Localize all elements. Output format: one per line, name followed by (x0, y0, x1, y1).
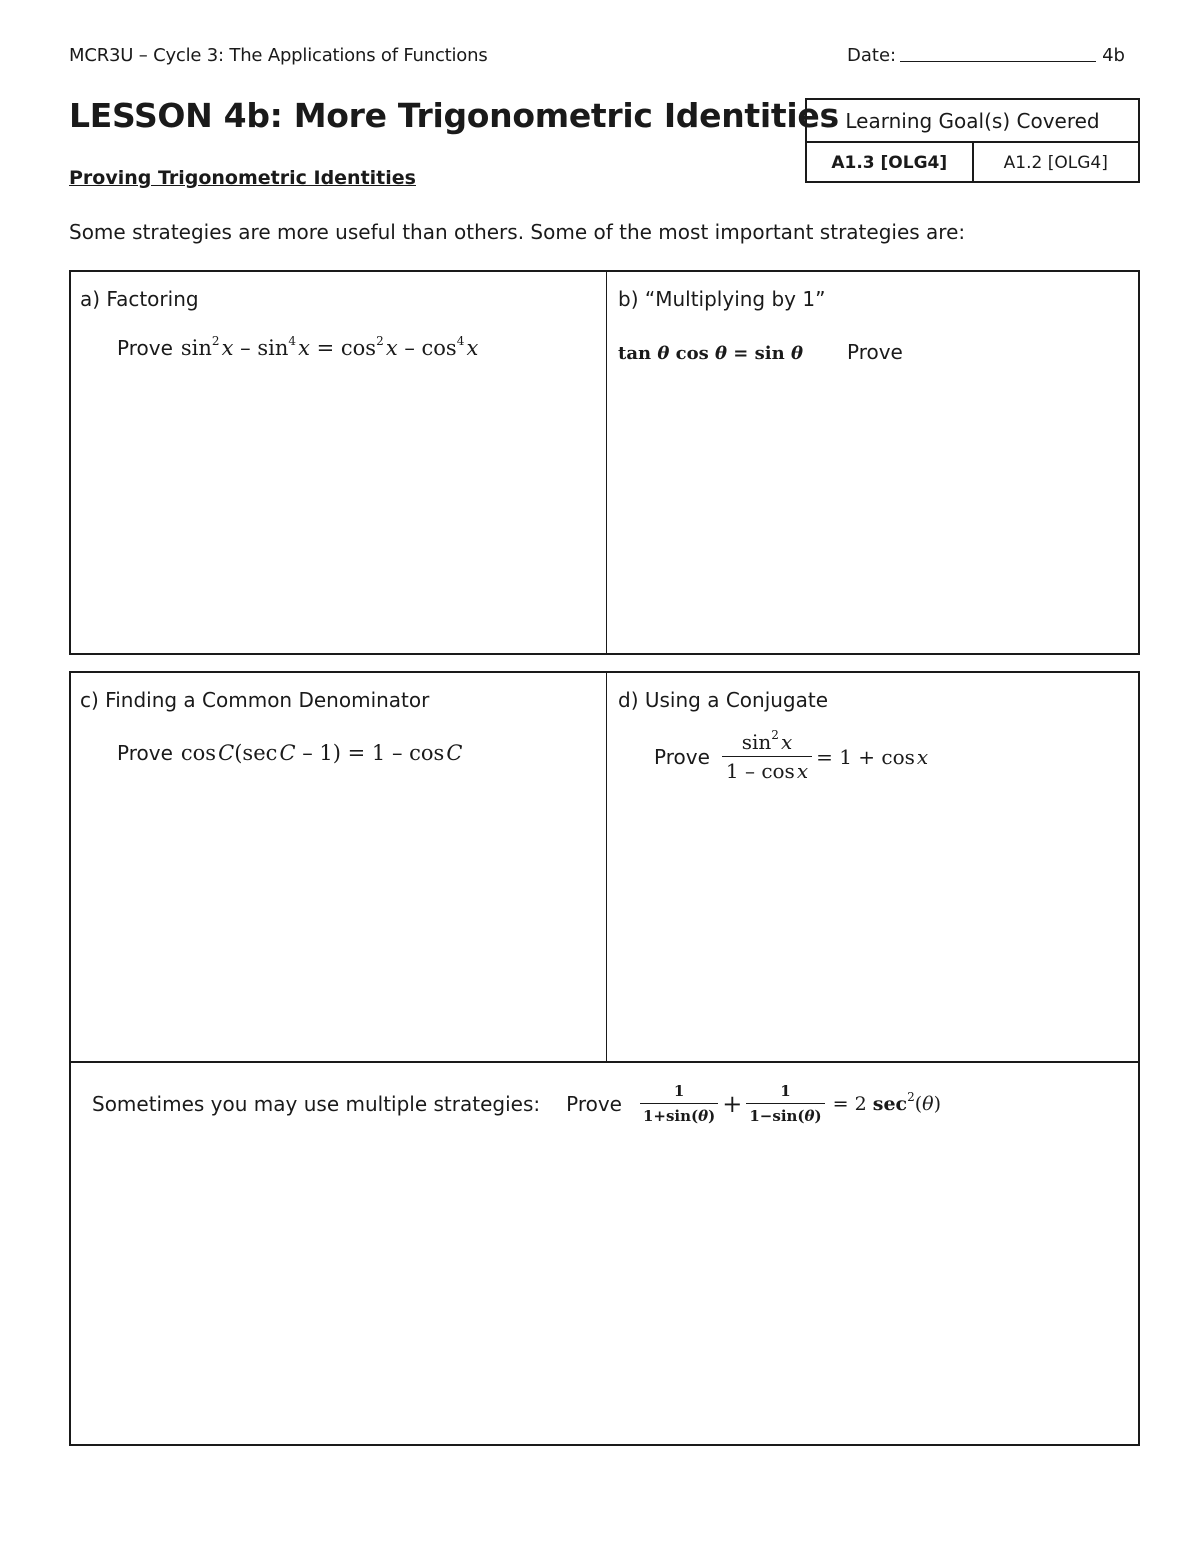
section-a-prove: Prove (117, 336, 173, 360)
section-d-label: d) Using a Conjugate (618, 688, 829, 712)
grid-divider-horizontal (69, 1061, 1140, 1063)
learning-goal-1: A1.3 [OLG4] (831, 153, 948, 173)
section-e-fraction-2: $\frac{1}{1-\sin(\theta)}$ (746, 1082, 824, 1125)
section-c-problem (117, 741, 463, 765)
intro-text: Some strategies are more useful than others. Some of the most important strategies are: (69, 220, 966, 244)
grid-divider-bottom (606, 671, 607, 1063)
lesson-code: 4b (1102, 45, 1125, 66)
page-title: LESSON 4b: More Trigonometric Identities (69, 96, 839, 135)
section-e-prove: Prove (566, 1091, 622, 1116)
learning-goal-2: A1.2 [OLG4] (972, 143, 1139, 183)
strategy-grid-top (69, 270, 1140, 655)
strategy-grid-bottom (69, 671, 1140, 1446)
date-label: Date: (847, 45, 897, 66)
section-e-problem (92, 1082, 941, 1125)
section-d-identity: $\frac{\sin^2 x}{\text{1 – cos x}}$ = 1 + cos x (722, 730, 928, 783)
section-e-fraction-1: $\frac{1}{1+\sin(\theta)}$ (640, 1082, 718, 1125)
section-e-identity: $\frac{1}{1+\sin(\theta)}$ + $\frac{1}{1-\sin(\theta)}$ = 2 $\sec^2(\theta)$ (640, 1082, 941, 1125)
section-c-prove: Prove (117, 741, 173, 765)
grid-divider-top (606, 270, 607, 655)
section-c-label: c) Finding a Common Denominator (80, 688, 430, 712)
section-c-identity: cos C(sec C – 1) = 1 – cos C (180, 741, 463, 765)
section-d-problem (654, 730, 928, 783)
date-header (847, 45, 1125, 66)
course-header: MCR3U – Cycle 3: The Applications of Functions (69, 45, 488, 66)
section-b-prove: Prove (846, 340, 903, 364)
section-a-label: a) Factoring (80, 287, 199, 311)
section-e-label: Sometimes you may use multiple strategies: (92, 1091, 541, 1116)
section-d-prove: Prove (654, 744, 710, 769)
section-b-problem (618, 340, 903, 364)
section-a-problem (117, 336, 478, 360)
section-b-label: b) “Multiplying by 1” (618, 287, 826, 311)
date-field-line (900, 60, 1096, 62)
learning-goals-row (807, 143, 1138, 183)
learning-goals-heading: Learning Goal(s) Covered (807, 100, 1138, 143)
section-subtitle: Proving Trigonometric Identities (69, 167, 416, 189)
learning-goals-box (805, 98, 1140, 183)
section-d-fraction: $\frac{\sin^2 x}{\text{1 – cos x}}$ (722, 730, 812, 783)
section-a-identity: $\sin^2$ x – $\sin^4$ $x = \cos^2$ x – $\cos^4$ x (180, 334, 479, 360)
section-b-identity: tan θ cos θ = sin θ (618, 343, 803, 364)
